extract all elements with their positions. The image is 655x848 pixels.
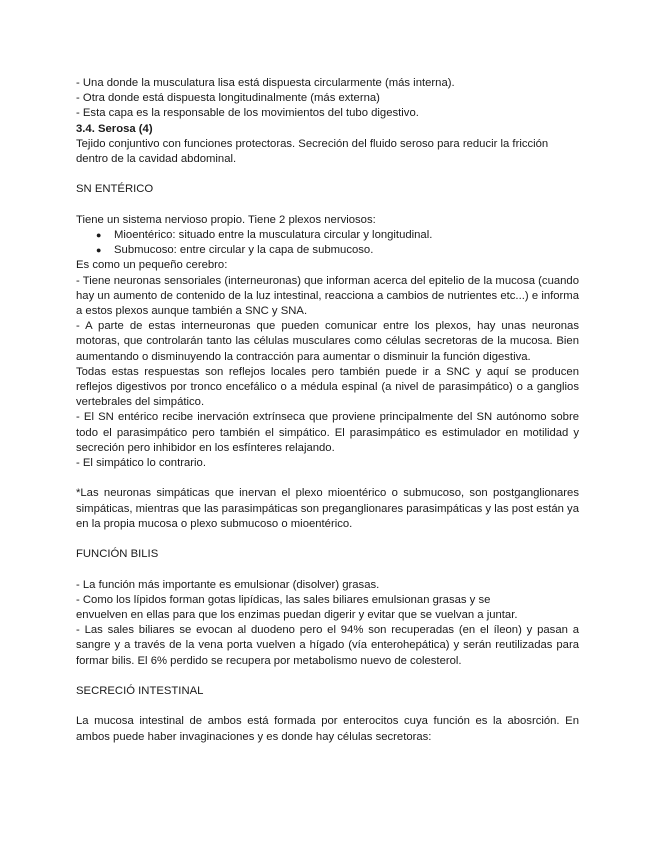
funcion-bilis-title: FUNCIÓN BILIS [76,548,159,561]
serosa-text: Tejido conjuntivo con funciones protectoras. Secreción del fluido seroso para reducir la fricción dentro de la cavidad abdominal. [76,137,549,166]
list-item [76,228,579,243]
plexos-list [76,228,579,258]
sn-enterico-p2: - A parte de estas interneuronas que pueden comunicar entre los plexos, hay unas neuronas motoras, que controlarán tanto las células musculares como células secretoras de la mucosa. Bien aumentando o disminuyendo la contracción para aumentar o disminuir la función digestiva. [76,320,579,363]
sn-enterico-intro: Tiene un sistema nervioso propio. Tiene 2 plexos nerviosos: [76,213,376,226]
funcion-bilis-p3: - Las sales biliares se evocan al duodeno pero el 94% son recuperadas (en el íleon) y pasan a sangre y a través de la vena porta vuelven a hígado (vía enterohepática) y serán reutilizadas para formar bilis. El 6% perdido se recupera por metabolismo nuevo de colesterol. [76,624,579,667]
secrecio-title: SECRECIÓ INTESTINAL [76,685,204,698]
list-item [76,243,579,258]
secrecio-p1: La mucosa intestinal de ambos está formada por enterocitos cuya función es la abosrción. En ambos puede haber invaginaciones y es donde hay células secretoras: [76,715,579,743]
spacer [76,471,579,486]
sn-enterico-p1: - Tiene neuronas sensoriales (interneuronas) que informan acerca del epitelio de la mucosa (cuando hay un aumento de contenido de la luz intestinal, reacciona a cambios de nutrientes etc...) e informa a estos plexos aunque también a SNC y SNA. [76,274,579,318]
serosa-heading: 3.4. Serosa (4) [76,122,153,135]
document-content [76,76,579,745]
sn-enterico-note: *Las neuronas simpáticas que inervan el plexo mioentérico o submucoso, son postganglionares simpáticas, mientras que las parasimpáticas son preganglionares parasimpáticas y las post están ya en la propia mucosa o plexo submucoso o mioentérico. [76,487,579,530]
intro-line-2: - Otra donde está dispuesta longitudinalmente (más externa) [76,92,380,105]
funcion-bilis-p2a: - Como los lípidos forman gotas lipídicas, las sales biliares emulsionan grasas y se [76,593,491,606]
list-item-text: Mioentérico: situado entre la musculatura circular y longitudinal. [114,229,433,241]
sn-enterico-p5: - El simpático lo contrario. [76,457,206,470]
funcion-bilis-p2b: envuelven en ellas para que los enzimas puedan digerir y evitar que se vuelvan a juntar. [76,609,518,622]
spacer [76,562,579,577]
list-item-text: Submucoso: entre circular y la capa de submucoso. [114,244,374,257]
spacer [76,167,579,182]
spacer [76,198,579,213]
bullet-icon: ● [96,245,102,256]
sn-enterico-p4: - El SN entérico recibe inervación extrínseca que proviene principalmente del SN autónomo sobre todo el parasimpático pero también el simpático. El parasimpático es estimulador en motilidad y secreción pero inhibidor en los esfínteres relajando. [76,411,579,454]
sn-enterico-cerebro: Es como un pequeño cerebro: [76,259,228,272]
sn-enterico-title: SN ENTÉRICO [76,183,154,196]
spacer [76,699,579,714]
spacer [76,532,579,547]
funcion-bilis-p1: - La función más importante es emulsionar (disolver) grasas. [76,578,380,591]
intro-line-3: - Esta capa es la responsable de los movimientos del tubo digestivo. [76,107,419,120]
bullet-icon: ● [96,230,102,240]
spacer [76,669,579,684]
intro-line-1: - Una donde la musculatura lisa está dispuesta circularmente (más interna). [76,77,455,89]
sn-enterico-p3: Todas estas respuestas son reflejos locales pero también puede ir a SNC y aquí se producen reflejos digestivos por tronco encefálico o a médula espinal (a nivel de parasimpático) o a ganglios vertebrales del simpático. [76,365,579,409]
